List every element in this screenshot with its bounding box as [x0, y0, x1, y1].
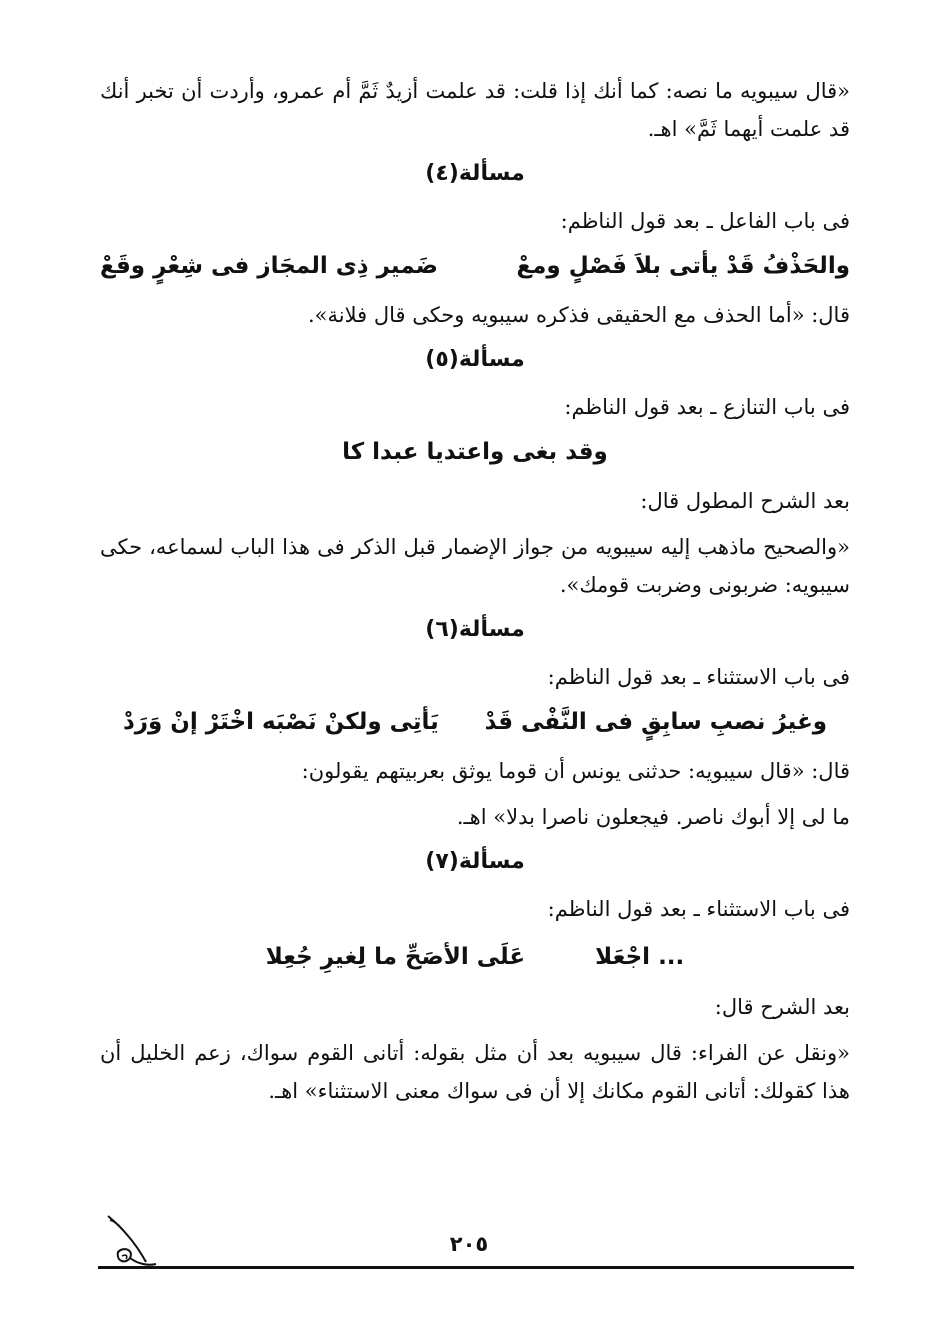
issue-5-heading: مسألة(٥) — [425, 347, 525, 372]
issue-6-heading: مسألة(٦) — [425, 617, 525, 642]
issue-4-quote: قال: «أما الحذف مع الحقيقى فذكره سيبويه وحكى قال فلانة». — [307, 303, 850, 327]
issue-7-after: بعد الشرح قال: — [714, 995, 850, 1019]
issue-6-verse — [100, 700, 850, 744]
page-body — [100, 72, 850, 1110]
issue-7-verse-first-hemistich: ... اجْعَلا — [595, 944, 685, 970]
issue-7-quote: «ونقل عن الفراء: قال سيبويه بعد أن مثل بقوله: أتانى القوم سواك، زعم الخليل أن هذا كقولك: أتانى القوم مكانك إلا أن فى سواك معنى الاستثناء» اهـ. — [100, 1041, 850, 1103]
issue-7-verse-second-hemistich: عَلَى الأصَحِّ ما لِغيرِ جُعِلا — [265, 944, 526, 970]
issue-6-verse-first-hemistich: وغيرُ نصبِ سابِقٍ فى النَّفْى قَدْ — [484, 709, 828, 735]
issue-7-verse — [100, 934, 850, 980]
issue-4-heading: مسألة(٤) — [425, 161, 525, 186]
issue-6-verse-second-hemistich: يَأتِى ولكنْ نَصْبَه اخْتَرْ إنْ وَرَدْ — [122, 709, 439, 735]
issue-7-intro: فى باب الاستثناء ـ بعد قول الناظم: — [547, 897, 850, 921]
issue-5-after: بعد الشرح المطول قال: — [640, 489, 850, 513]
issue-6-intro: فى باب الاستثناء ـ بعد قول الناظم: — [547, 665, 850, 689]
issue-4-intro: فى باب الفاعل ـ بعد قول الناظم: — [560, 209, 850, 233]
issue-6-quote-line-1: قال: «قال سيبويه: حدثنى يونس أن قوما يوثق بعربيتهم يقولون: — [301, 759, 850, 783]
issue-6-quote-line-2: ما لى إلا أبوك ناصر. فيجعلون ناصرا بدلا» اهـ. — [456, 805, 850, 829]
opening-quote: «قال سيبويه ما نصه: كما أنك إذا قلت: قد علمت أزيدٌ ثَمَّ أم عمرو، وأردت أن تخبر أنك قد علمت أيهما ثَمَّ» اهـ. — [100, 79, 850, 141]
footer-rule — [98, 1266, 854, 1269]
issue-4-verse-second-hemistich: ضَمير ذِى المجَاز فى شِعْرٍ وقَعْ — [100, 253, 438, 279]
issue-5-quote: «والصحيح ماذهب إليه سيبويه من جواز الإضمار قبل الذكر فى هذا الباب لسماعه، حكى سيبويه: ضربونى وضربت قومك». — [100, 535, 850, 597]
issue-5-intro: فى باب التنازع ـ بعد قول الناظم: — [564, 395, 850, 419]
page-number: ٢٠٥ — [449, 1232, 489, 1256]
issue-5-verse: وقد بغى واعتديا عبدا كا — [342, 439, 608, 465]
issue-4-verse — [100, 244, 850, 288]
issue-7-heading: مسألة(٧) — [425, 849, 525, 874]
issue-4-verse-first-hemistich: والحَذْفُ قَدْ يأتى بلاَ فَصْلٍ ومعْ — [516, 253, 850, 279]
